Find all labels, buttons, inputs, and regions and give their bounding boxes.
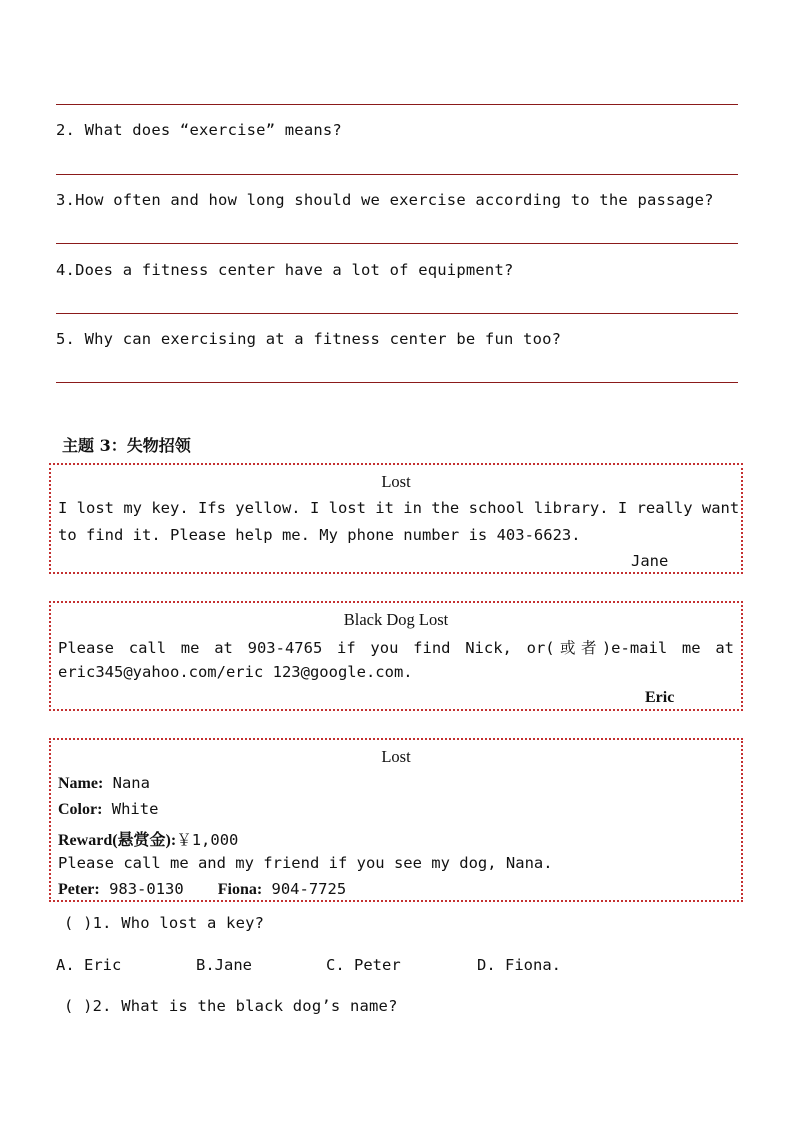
mc-option: B.Jane	[196, 956, 252, 974]
mc-question-1: ( )1. Who lost a key?	[64, 914, 265, 932]
answer-line	[56, 313, 738, 314]
question-2: 2. What does “exercise” means?	[56, 121, 342, 139]
field-value: 983-0130	[99, 880, 184, 898]
mc-option: D. Fiona.	[477, 956, 561, 974]
detail-color	[58, 800, 158, 819]
field-value: Nana	[103, 774, 150, 792]
answer-line	[56, 104, 738, 105]
notice-text-line: Please call me at 903-4765 if you find Nick, or(或者)e-mail me at	[58, 639, 734, 657]
detail-contacts	[58, 880, 346, 899]
field-label: Reward(悬赏金):	[58, 832, 177, 849]
field-label: Fiona:	[217, 881, 263, 898]
question-3: 3.How often and how long should we exercise according to the passage?	[56, 191, 714, 209]
notice-title: Black Dog Lost	[343, 610, 449, 629]
notice-title: Lost	[381, 472, 411, 491]
notice-text-line: Please call me and my friend if you see my dog, Nana.	[58, 854, 553, 872]
field-label: Name:	[58, 775, 104, 792]
answer-line	[56, 382, 738, 383]
mc-question-2: ( )2. What is the black dog’s name?	[64, 997, 398, 1015]
notice-text-line: to find it. Please help me. My phone number is 403-6623.	[58, 526, 581, 544]
question-5: 5. Why can exercising at a fitness center be fun too?	[56, 330, 562, 348]
notice-text-line: I lost my key. Ifs yellow. I lost it in the school library. I really want	[58, 499, 740, 517]
detail-name	[58, 774, 150, 793]
field-label: Peter:	[58, 881, 100, 898]
field-value: ￥1,000	[176, 831, 239, 849]
notice-text-line: eric345@yahoo.com/eric 123@google.com.	[58, 663, 413, 681]
mc-option: C. Peter	[326, 956, 401, 974]
answer-line	[56, 174, 738, 175]
notice-signature: Eric	[645, 689, 675, 706]
field-value: White	[102, 800, 159, 818]
notice-lost-nana	[49, 738, 743, 902]
field-label: Color:	[58, 801, 103, 818]
notice-lost-key	[49, 463, 743, 574]
mc-option: A. Eric	[56, 956, 122, 974]
notice-black-dog	[49, 601, 743, 711]
detail-reward	[58, 827, 238, 850]
answer-line	[56, 243, 738, 244]
section-title: 主题 3：失物招领	[62, 436, 191, 455]
notice-signature: Jane	[631, 552, 669, 570]
field-value: 904-7725	[262, 880, 347, 898]
question-4: 4.Does a fitness center have a lot of equipment?	[56, 261, 514, 279]
notice-title: Lost	[381, 747, 411, 766]
